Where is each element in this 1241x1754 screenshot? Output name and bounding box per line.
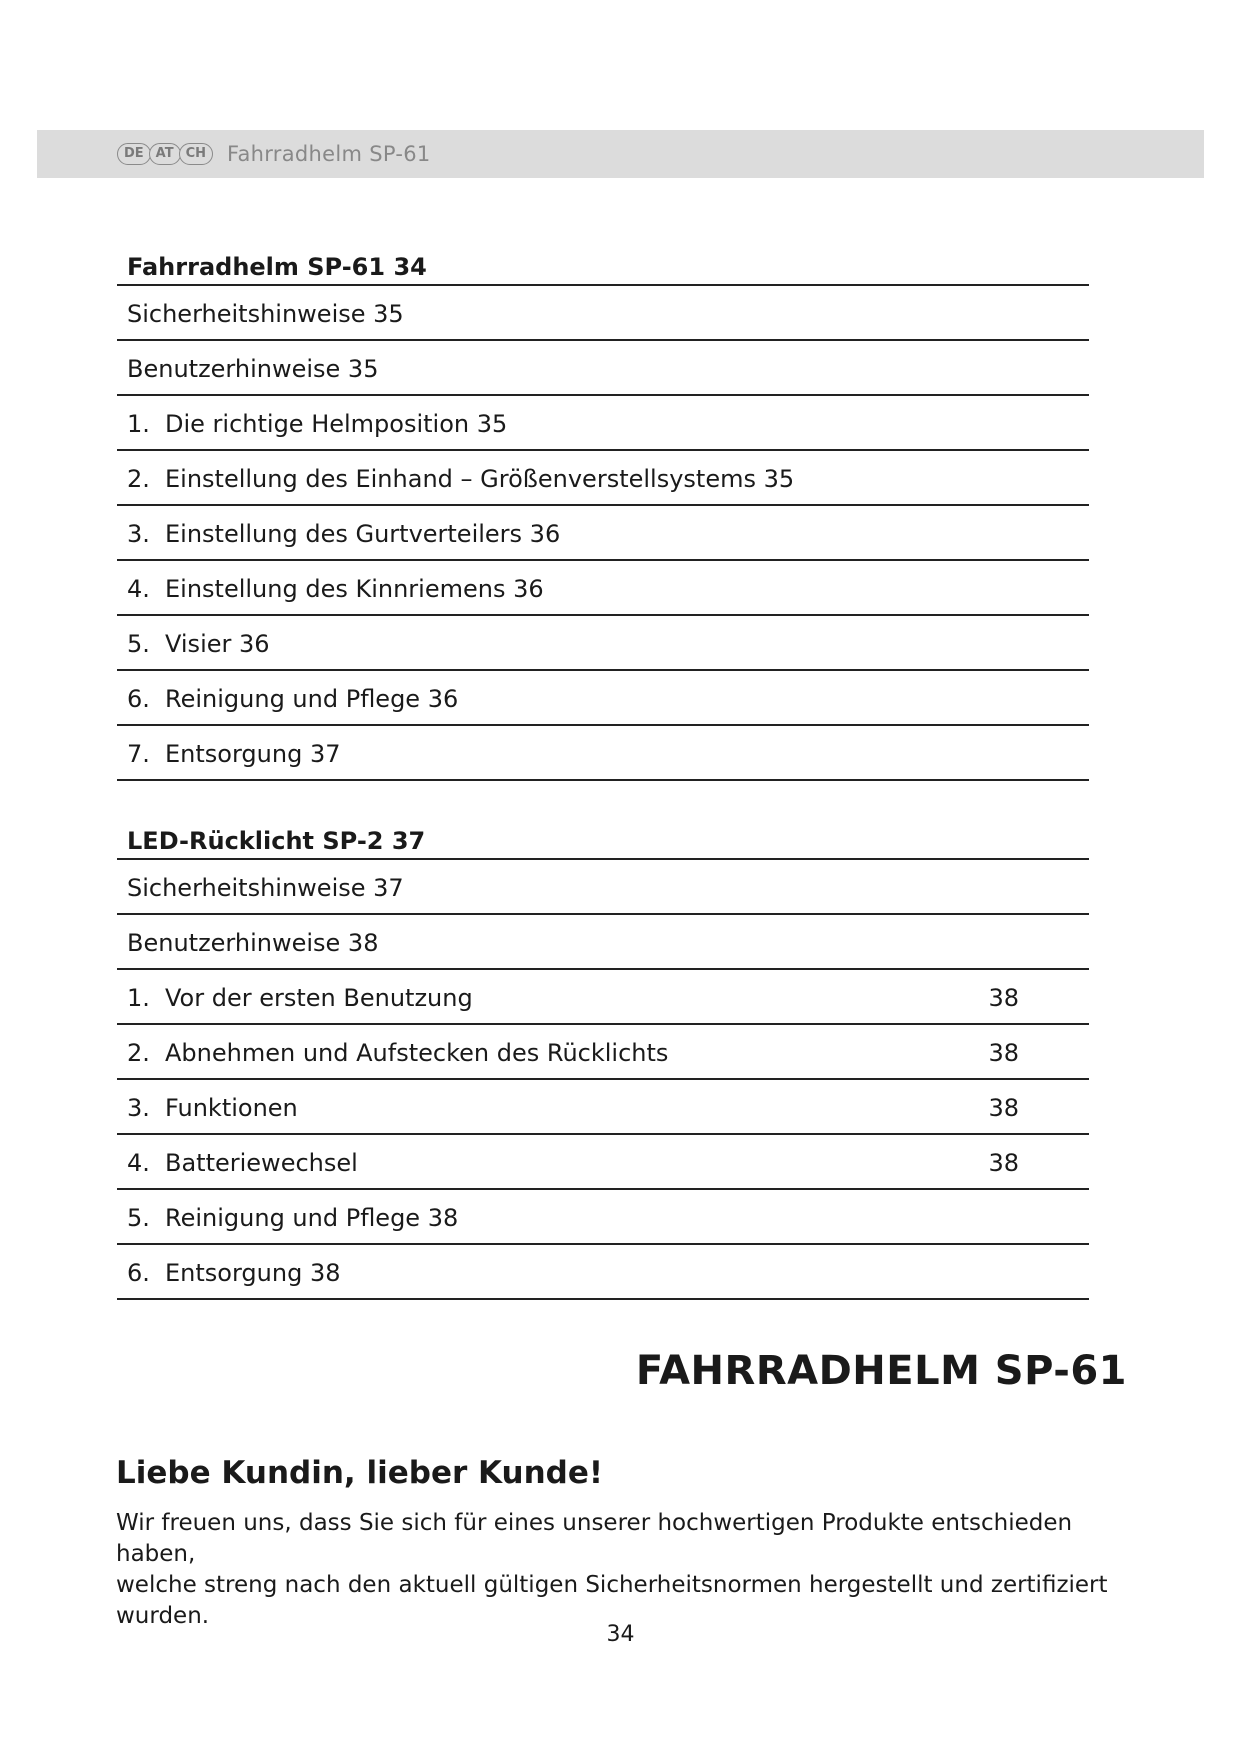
country-badge-at: AT: [149, 143, 181, 165]
toc-entry-text: Sicherheitshinweise 35: [127, 300, 404, 328]
country-badge-de: DE: [117, 143, 151, 165]
greeting-heading: Liebe Kundin, lieber Kunde!: [116, 1455, 604, 1491]
toc-entry-text: Funktionen: [165, 1094, 298, 1122]
toc-entry-number: 3.: [127, 1094, 150, 1122]
toc-entry-text: Einstellung des Kinnriemens 36: [165, 575, 544, 603]
toc-row[interactable]: [117, 1135, 1089, 1190]
intro-line: Wir freuen uns, dass Sie sich für eines unserer hochwertigen Produkte entschieden haben,: [116, 1510, 1073, 1567]
toc-row[interactable]: [117, 506, 1089, 561]
toc-entry-number: 2.: [127, 1039, 150, 1067]
toc-entry-number: 5.: [127, 630, 150, 658]
toc-row[interactable]: [117, 726, 1089, 781]
toc-entry-page: 38: [988, 1039, 1019, 1067]
toc-entry-number: 5.: [127, 1204, 150, 1232]
toc-entry-number: 6.: [127, 1259, 150, 1287]
toc-entry-text: Benutzerhinweise 35: [127, 355, 379, 383]
toc-row[interactable]: [117, 1245, 1089, 1300]
toc-entry-text: Einstellung des Gurtverteilers 36: [165, 520, 561, 548]
toc-row[interactable]: [117, 1025, 1089, 1080]
intro-paragraph: [116, 1508, 1136, 1632]
toc-row[interactable]: [117, 970, 1089, 1025]
toc-row[interactable]: [117, 341, 1089, 396]
toc-row[interactable]: [117, 396, 1089, 451]
toc-section-rear-light: [117, 820, 1089, 1300]
toc-section-title: LED-Rücklicht SP-2 37: [117, 820, 1089, 860]
toc-row[interactable]: [117, 616, 1089, 671]
toc-entry-number: 1.: [127, 410, 150, 438]
toc-entry-text: Abnehmen und Aufstecken des Rücklichts: [165, 1039, 669, 1067]
country-badge-ch: CH: [179, 143, 213, 165]
toc-row[interactable]: [117, 451, 1089, 506]
toc-entry-number: 7.: [127, 740, 150, 768]
toc-entry-text: Entsorgung 37: [165, 740, 341, 768]
main-heading: FAHRRADHELM SP-61: [635, 1348, 1127, 1394]
toc-entry-text: Reinigung und Pflege 36: [165, 685, 459, 713]
toc-row[interactable]: [117, 561, 1089, 616]
toc-row[interactable]: [117, 286, 1089, 341]
toc-row[interactable]: [117, 915, 1089, 970]
toc-entry-text: Einstellung des Einhand – Größenverstellsystems 35: [165, 465, 795, 493]
toc-entry-text: Entsorgung 38: [165, 1259, 341, 1287]
toc-entry-number: 3.: [127, 520, 150, 548]
intro-line: welche streng nach den aktuell gültigen Sicherheitsnormen hergestellt und zertifiziert wurden.: [116, 1572, 1108, 1629]
toc-section-helmet: [117, 246, 1089, 781]
country-badges: [117, 143, 211, 165]
toc-entry-text: Reinigung und Pflege 38: [165, 1204, 459, 1232]
toc-row[interactable]: [117, 860, 1089, 915]
toc-row[interactable]: [117, 671, 1089, 726]
toc-entry-page: 38: [988, 984, 1019, 1012]
page-number: 34: [606, 1622, 635, 1647]
toc-entry-number: 1.: [127, 984, 150, 1012]
toc-entry-text: Vor der ersten Benutzung: [165, 984, 473, 1012]
toc-entry-number: 4.: [127, 575, 150, 603]
toc-entry-text: Die richtige Helmposition 35: [165, 410, 508, 438]
toc-entry-number: 6.: [127, 685, 150, 713]
header-title: Fahrradhelm SP-61: [227, 142, 431, 166]
running-header: [37, 130, 1204, 178]
toc-row[interactable]: [117, 1190, 1089, 1245]
toc-entry-number: 4.: [127, 1149, 150, 1177]
toc-entry-text: Batteriewechsel: [165, 1149, 358, 1177]
toc-row[interactable]: [117, 1080, 1089, 1135]
toc-entry-text: Sicherheitshinweise 37: [127, 874, 404, 902]
toc-entry-text: Visier 36: [165, 630, 270, 658]
toc-entry-page: 38: [988, 1094, 1019, 1122]
toc-entry-number: 2.: [127, 465, 150, 493]
toc-entry-text: Benutzerhinweise 38: [127, 929, 379, 957]
toc-section-title: Fahrradhelm SP-61 34: [117, 246, 1089, 286]
toc-entry-page: 38: [988, 1149, 1019, 1177]
